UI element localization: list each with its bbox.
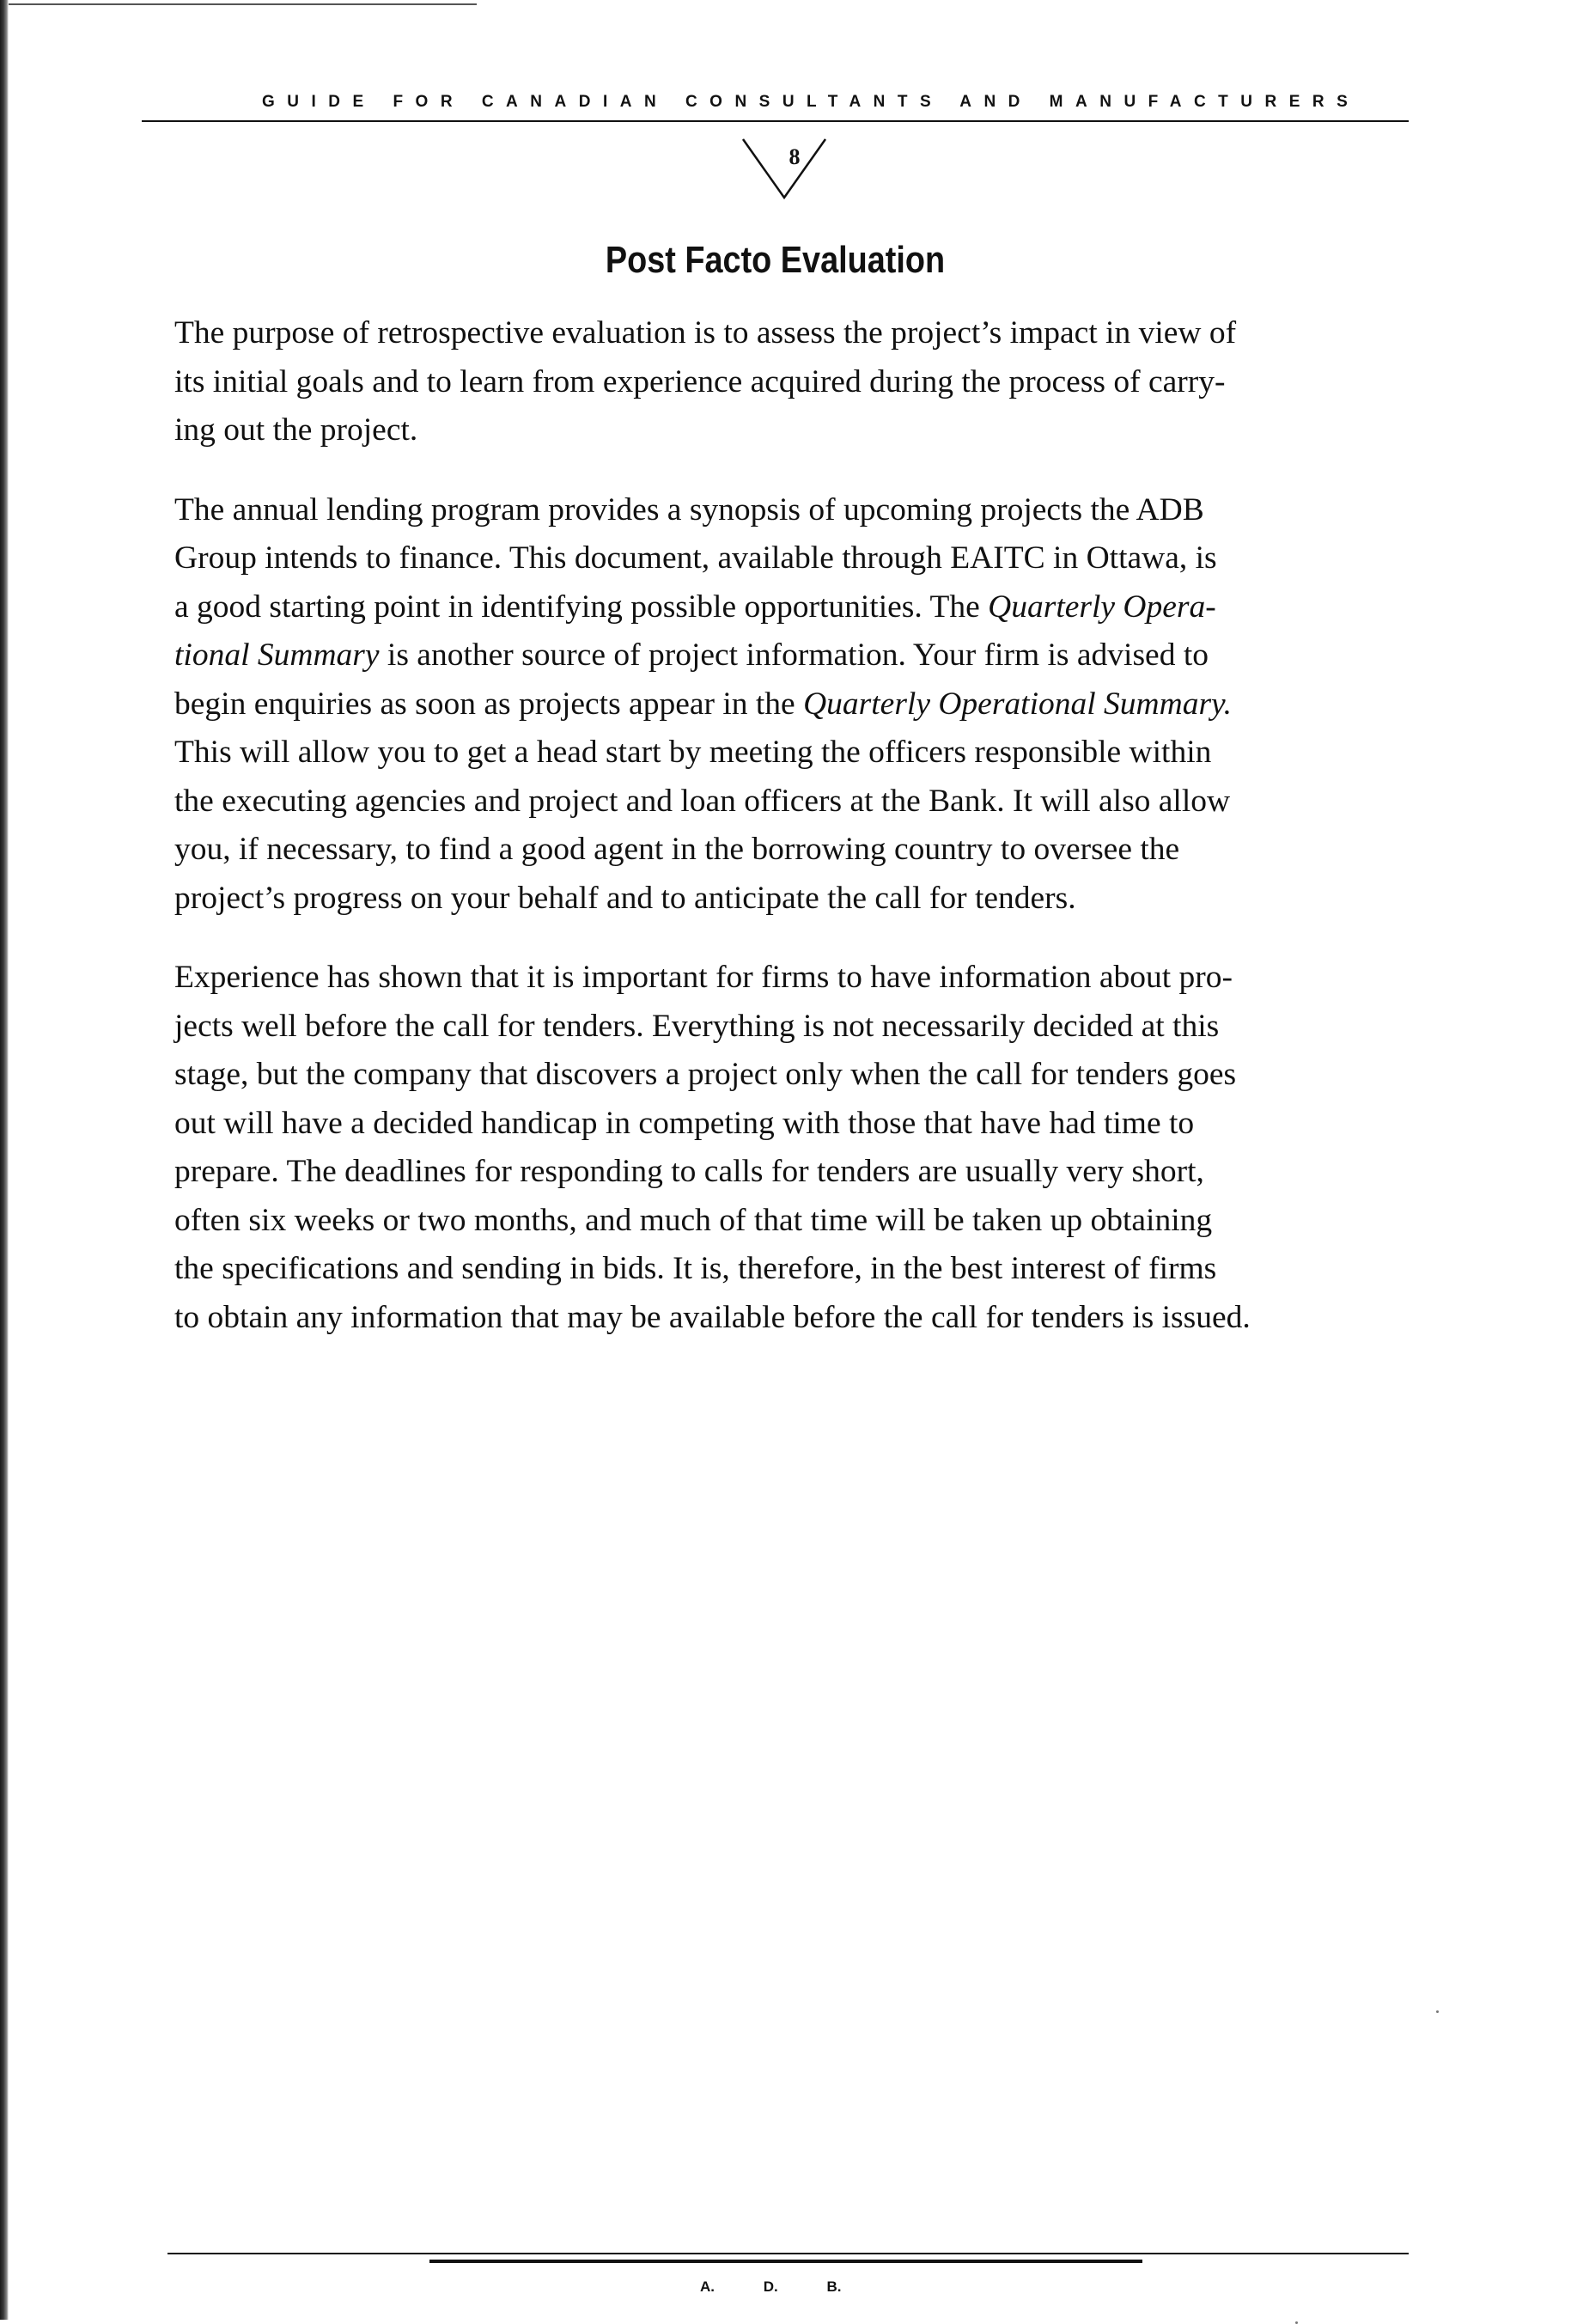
chapter-number: 8 (789, 144, 801, 169)
text-run: you, if necessary, to find a good agent in the borrowing country to oversee the (174, 832, 1180, 867)
italic-title: Quarterly Opera- (988, 589, 1216, 625)
footer-rule-accent (429, 2260, 1142, 2263)
text-run: The annual lending program provides a synopsis of upcoming projects the ADB (174, 491, 1204, 528)
scan-top-mark (9, 3, 477, 5)
text-run: the executing agencies and project and loan officers at the Bank. It will also allow (174, 783, 1231, 819)
text-line (174, 309, 1416, 358)
text-run: often six weeks or two months, and much of that time will be taken up obtaining (174, 1202, 1213, 1238)
scan-speck (1436, 2010, 1439, 2013)
header-rule (142, 120, 1409, 122)
text-run: The purpose of retrospective evaluation is to assess the project’s impact in view of (174, 315, 1237, 351)
running-header (142, 93, 1409, 129)
text-line (174, 729, 1416, 778)
text-run: begin enquiries as soon as projects appear in the (174, 686, 804, 722)
text-run: its initial goals and to learn from experience acquired during the process of carry- (174, 363, 1226, 400)
text-line (174, 583, 1416, 632)
text-line (174, 1245, 1416, 1294)
paragraph (174, 486, 1416, 924)
text-run: ing out the project. (174, 412, 418, 448)
paragraph (174, 309, 1416, 455)
text-line (174, 1148, 1416, 1197)
footer-publisher: A. D. B. (700, 2278, 842, 2295)
text-line (174, 1294, 1416, 1343)
section-title: Post Facto Evaluation (605, 239, 946, 281)
text-run: Group intends to finance. This document, available through EAITC in Ottawa, is (174, 540, 1217, 576)
text-line (174, 534, 1416, 583)
text-line (174, 631, 1416, 680)
footer-rule (167, 2253, 1409, 2254)
scan-binding-edge (0, 0, 9, 2320)
text-line (174, 826, 1416, 875)
running-header-title: GUIDE FOR CANADIAN CONSULTANTS AND MANUFACTURERS (262, 93, 1361, 111)
text-line (174, 875, 1416, 924)
text-run: jects well before the call for tenders. Everything is not necessarily decided at this (174, 1008, 1220, 1044)
text-line (174, 1100, 1416, 1149)
text-line (174, 778, 1416, 827)
text-run: the specifications and sending in bids. It is, therefore, in the best interest of firms (174, 1251, 1217, 1286)
text-line (174, 1197, 1416, 1246)
text-run: is another source of project information. Your firm is advised to (379, 637, 1209, 673)
text-line (174, 680, 1416, 729)
text-run: to obtain any information that may be available before the call for tenders is issued. (174, 1299, 1251, 1335)
text-run: stage, but the company that discovers a project only when the call for tenders goes (174, 1057, 1237, 1092)
text-line (174, 486, 1416, 535)
text-line (174, 954, 1416, 1003)
text-line (174, 1003, 1416, 1052)
text-line (174, 1051, 1416, 1100)
text-run: a good starting point in identifying possible opportunities. The (174, 589, 989, 625)
text-run: project’s progress on your behalf and to anticipate the call for tenders. (174, 880, 1076, 916)
italic-title: tional Summary (174, 637, 380, 673)
body-text (174, 309, 1416, 1373)
text-line (174, 358, 1416, 407)
text-run: out will have a decided handicap in competing with those that have had time to (174, 1105, 1195, 1141)
text-run: Experience has shown that it is important for firms to have information about pro- (174, 960, 1233, 995)
text-run: prepare. The deadlines for responding to calls for tenders are usually very short, (174, 1154, 1204, 1189)
text-run: This will allow you to get a head start by meeting the officers responsible within (174, 735, 1212, 770)
text-line (174, 406, 1416, 455)
italic-title: Quarterly Operational Summary. (803, 686, 1233, 722)
paragraph (174, 954, 1416, 1342)
